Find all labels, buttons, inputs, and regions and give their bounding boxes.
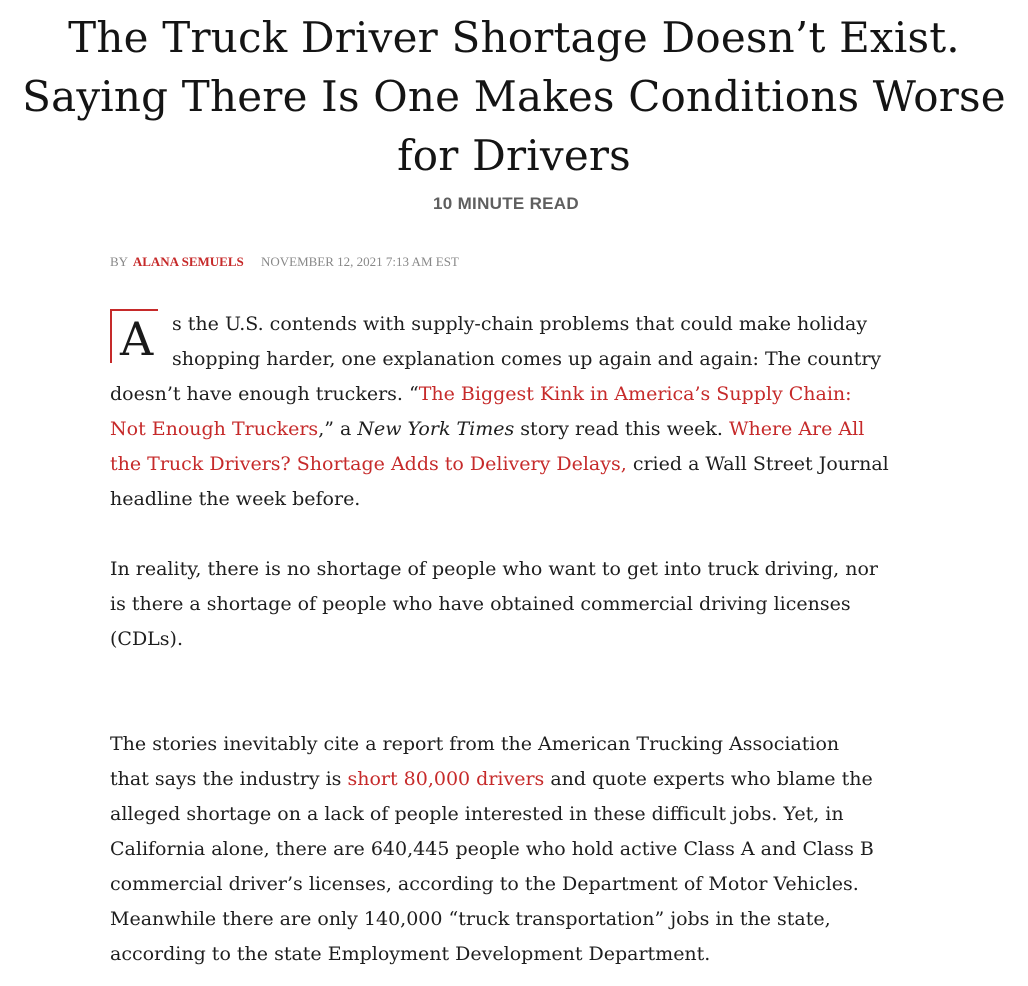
headline-line: Saying There Is One Makes Conditions Worse xyxy=(22,72,1006,121)
text-line: (CDLs). xyxy=(110,628,184,650)
paragraph-stories xyxy=(110,727,910,972)
publication-name: New York Times xyxy=(357,418,515,440)
byline-prefix: BY xyxy=(110,254,128,269)
byline xyxy=(110,254,459,270)
paragraph-reality xyxy=(110,552,910,657)
text-run: doesn’t have enough truckers. “ xyxy=(110,383,419,405)
author-link[interactable]: ALANA SEMUELS xyxy=(132,254,244,269)
text-line: is there a shortage of people who have obtained commercial driving licenses xyxy=(110,593,851,615)
read-time-label: 10 MINUTE READ xyxy=(433,194,579,213)
wsj-article-link[interactable]: the Truck Drivers? Shortage Adds to Delivery Delays, xyxy=(110,453,627,475)
text-line: Meanwhile there are only 140,000 “truck transportation” jobs in the state, xyxy=(110,908,831,930)
ata-report-link[interactable]: short 80,000 drivers xyxy=(347,768,545,790)
headline-line: The Truck Driver Shortage Doesn’t Exist. xyxy=(68,13,960,62)
drop-cap-letter: A xyxy=(120,312,154,366)
headline-line: for Drivers xyxy=(397,131,631,180)
text-line: commercial driver’s licenses, according to the Department of Motor Vehicles. xyxy=(110,873,859,895)
publish-date: NOVEMBER 12, 2021 7:13 AM EST xyxy=(260,254,459,269)
text-run: that says the industry is xyxy=(110,768,348,790)
headline xyxy=(0,8,1028,185)
text-line: headline the week before. xyxy=(110,488,361,510)
text-line xyxy=(110,377,910,412)
text-line: s the U.S. contends with supply-chain problems that could make holiday xyxy=(172,313,868,335)
text-line: California alone, there are 640,445 people who hold active Class A and Class B xyxy=(110,838,874,860)
text-run: ,” a xyxy=(318,418,358,440)
text-line: alleged shortage on a lack of people interested in these difficult jobs. Yet, in xyxy=(110,803,844,825)
text-line xyxy=(110,412,910,447)
text-line xyxy=(110,447,910,482)
text-line: shopping harder, one explanation comes up again and again: The country xyxy=(172,348,882,370)
text-line xyxy=(110,762,910,797)
nyt-article-link[interactable]: The Biggest Kink in America’s Supply Chain: xyxy=(418,383,852,405)
text-run: cried a Wall Street Journal xyxy=(626,453,889,475)
wsj-article-link[interactable]: Where Are All xyxy=(728,418,865,440)
text-line: In reality, there is no shortage of people who want to get into truck driving, nor xyxy=(110,558,878,580)
paragraph-intro xyxy=(110,307,910,517)
nyt-article-link[interactable]: Not Enough Truckers xyxy=(110,418,319,440)
text-line: The stories inevitably cite a report from the American Trucking Association xyxy=(110,733,840,755)
text-run: and quote experts who blame the xyxy=(544,768,873,790)
text-line: according to the state Employment Development Department. xyxy=(110,943,711,965)
text-run: story read this week. xyxy=(514,418,729,440)
